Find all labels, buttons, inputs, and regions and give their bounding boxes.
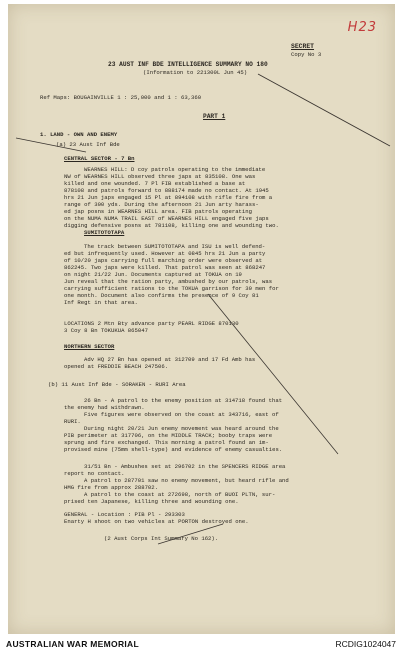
copy-no: Copy No 3 xyxy=(291,51,322,58)
body-line: on night 21/22 Jun. Documents captured at TOKUA on 19 xyxy=(64,271,242,278)
body-line: (b) 11 Aust Inf Bde - SORAKEN - RURI Area xyxy=(48,381,186,388)
footer-id: RCDIG1024047 xyxy=(335,639,396,649)
body-line: SUMITOTOTAPA xyxy=(84,229,125,236)
body-line: NORTHERN SECTOR xyxy=(64,343,115,350)
body-line: A patrol to 287701 saw no enemy movement, but heard rifle and xyxy=(84,477,289,484)
body-line: A patrol to the coast at 272698, north of BUOI PLTN, sur- xyxy=(84,491,276,498)
body-line: Adv HQ 27 Bn has opened at 312709 and 17 Fd Amb has xyxy=(84,356,256,363)
body-line: the enemy had withdrawn. xyxy=(64,404,145,411)
document-page xyxy=(8,4,395,634)
body-line: 31/51 Bn - Ambushes set at 296702 in the SPENCERS RIDGE area xyxy=(84,463,286,470)
doc-subtitle: (Information to 221300L Jun 45) xyxy=(143,69,248,76)
body-line: 1. LAND - OWN AND ENEMY xyxy=(40,131,118,138)
body-line: The track between SUMITOTOTAPA and ISU is well defend- xyxy=(84,243,266,250)
body-line: range of 300 yds. During the afternoon 21 Jun arty harass- xyxy=(64,201,259,208)
body-line: (a) 23 Aust Inf Bde xyxy=(56,141,120,148)
body-line: digging defensive posns at 781108, killing one and wounding two. xyxy=(64,222,279,229)
body-line: prised ten Japanese, killing three and wounding one. xyxy=(64,498,239,505)
body-line: sprung and fire exchanged. This morning a patrol found an im- xyxy=(64,439,269,446)
part-heading: PART 1 xyxy=(203,113,226,120)
ref-maps: Ref Maps: BOUGAINVILLE 1 : 25,000 and 1 : 63,360 xyxy=(40,94,202,101)
body-line: 3 Coy 8 Bn TOKUKUA 865047 xyxy=(64,327,148,334)
body-line: report no contact. xyxy=(64,470,125,477)
body-line: PIB perimeter at 317706, on the MIDDLE TRACK; booby traps were xyxy=(64,432,273,439)
body-line: ed but infrequently used. However at 0845 hrs 21 Jun a party xyxy=(64,250,266,257)
body-line: of 10/20 japs carrying full marching order were observed at xyxy=(64,257,263,264)
body-line: opened at FREDDIE BEACH 247506. xyxy=(64,363,169,370)
doc-title: 23 AUST INF BDE INTELLIGENCE SUMMARY NO 180 xyxy=(108,61,268,68)
body-line: Jun reveal that the ration party, ambushed by our patrols, was xyxy=(64,278,273,285)
footer-source: AUSTRALIAN WAR MEMORIAL xyxy=(6,639,139,649)
body-line: on the NUMA NUMA TRAIL EAST of WEARNES HILL engaged five japs xyxy=(64,215,269,222)
archive-footer xyxy=(0,634,402,654)
body-line: one month. Document also confirms the presence of 9 Coy 81 xyxy=(64,292,259,299)
body-line: 862245. Two japs were killed. That patrol was seen at 868247 xyxy=(64,264,266,271)
body-line: WEARNES HILL: D coy patrols operating to the immediate xyxy=(84,166,266,173)
body-line: LOCATIONS 2 Mtn Bty advance party PEARL RIDGE 870130 xyxy=(64,320,239,327)
body-line: provised mine (75mm shell-type) and evidence of enemy casualties. xyxy=(64,446,283,453)
body-line: RURI. xyxy=(64,418,81,425)
body-line: HMG fire from approx 288702. xyxy=(64,484,158,491)
body-line: (2 Aust Corps Int Summary No 162). xyxy=(104,535,219,542)
body-line: Five figures were observed on the coast at 343716, east of xyxy=(84,411,279,418)
body-line: 26 Bn - A patrol to the enemy position at 314718 found that xyxy=(84,397,283,404)
body-line: Enarty H shoot on two vehicles at PORTON destroyed one. xyxy=(64,518,249,525)
body-line: CENTRAL SECTOR - 7 Bn xyxy=(64,155,135,162)
body-line: hrs 21 Jun japs engaged 15 Pl at 894108 with rifle fire from a xyxy=(64,194,273,201)
body-line: carrying sufficient rations to the TOKUA garrison for 30 men for xyxy=(64,285,279,292)
classification: SECRET xyxy=(291,43,315,50)
body-line: 878108 and patrols forward to 888174 made no contact. At 1945 xyxy=(64,187,269,194)
body-line: NW of WEARNES HILL observed three japs at 835108. One was xyxy=(64,173,256,180)
body-line: Inf Regt in that area. xyxy=(64,299,138,306)
body-line: ed jap posns in WEARNES HILL area. FIB patrols operating xyxy=(64,208,252,215)
body-line: During night 20/21 Jun enemy movement was heard around the xyxy=(84,425,279,432)
body-line: GENERAL - Location : PIB Pl - 293303 xyxy=(64,511,185,518)
handwritten-ref: H23 xyxy=(347,20,377,35)
body-line: killed and one wounded. 7 Pl FIB established a base at xyxy=(64,180,246,187)
